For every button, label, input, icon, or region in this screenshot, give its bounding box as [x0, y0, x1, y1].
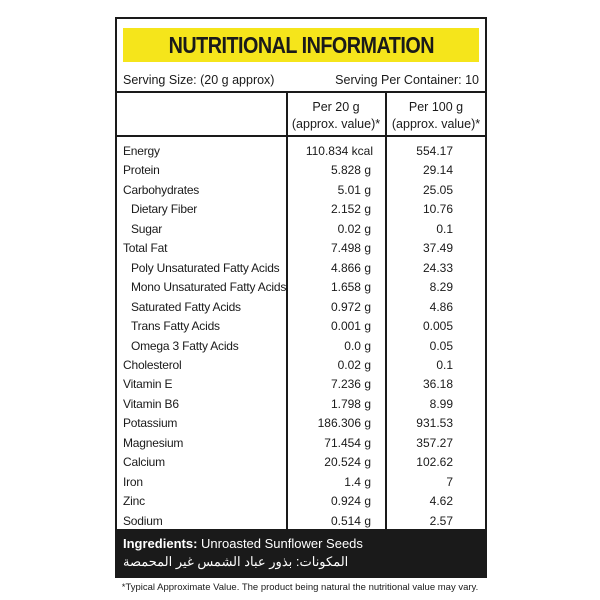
- nutrient-name: Iron: [123, 474, 143, 489]
- nutrient-name: Sodium: [123, 513, 163, 528]
- value-per20: 186.306 g: [317, 416, 371, 431]
- value-per20: 0.001 g: [330, 319, 371, 334]
- value-per100: 4.86: [429, 299, 453, 314]
- value-per100: 0.1: [436, 221, 453, 236]
- value-per100: 357.27: [416, 435, 453, 450]
- value-per100: 7: [446, 474, 453, 489]
- nutrient-name: Calcium: [123, 455, 165, 470]
- per20-line1: Per 20 g: [312, 100, 360, 114]
- table-row: [117, 511, 485, 531]
- value-per100: 0.1: [436, 357, 453, 372]
- value-per100: 29.14: [422, 163, 453, 178]
- table-row: [117, 297, 485, 317]
- value-per20: 0.924 g: [330, 494, 371, 509]
- table-row: [117, 180, 485, 200]
- table-row: [117, 277, 485, 297]
- table-row: [117, 433, 485, 453]
- value-per100: 8.29: [429, 280, 453, 295]
- value-per100: 931.53: [416, 416, 453, 431]
- ingredients-label: Ingredients:: [123, 536, 198, 551]
- value-per100: 0.005: [422, 319, 453, 334]
- table-row: [117, 238, 485, 258]
- nutrient-name: Omega 3 Fatty Acids: [131, 338, 239, 353]
- value-per100: 2.57: [429, 513, 453, 528]
- nutrient-name: Vitamin E: [123, 377, 173, 392]
- value-per20: 0.02 g: [337, 357, 371, 372]
- table-row: [117, 452, 485, 472]
- nutrient-name: Vitamin B6: [123, 396, 179, 411]
- value-per100: 37.49: [422, 241, 453, 256]
- table-row: [117, 316, 485, 336]
- nutrient-name: Energy: [123, 144, 160, 158]
- value-per20: 0.972 g: [330, 299, 371, 314]
- nutrient-name: Dietary Fiber: [131, 202, 198, 217]
- serving-size: Serving Size: (20 g approx): [123, 73, 275, 87]
- nutrient-name: Protein: [123, 163, 160, 178]
- value-per20: 0.02 g: [337, 221, 371, 236]
- ingredients-box: [117, 529, 485, 576]
- value-per100: 24.33: [422, 260, 453, 275]
- nutrient-name: Total Fat: [123, 241, 168, 256]
- table-row: [117, 258, 485, 278]
- title-banner: [123, 28, 479, 62]
- value-per20: 7.236 g: [330, 377, 371, 392]
- value-per100: 0.05: [429, 338, 453, 353]
- footnote: *Typical Approximate Value. The product being natural the nutritional value may vary.: [121, 582, 479, 593]
- value-per20: 110.834 kcal: [305, 144, 373, 158]
- nutrient-name: Magnesium: [123, 435, 184, 450]
- value-per20: 1.658 g: [330, 280, 371, 295]
- ingredients-line: [123, 536, 363, 551]
- per100-line2: (approx. value)*: [391, 117, 481, 131]
- label-title: NUTRITIONAL INFORMATION: [168, 31, 434, 58]
- ingredients-arabic: المكونات: بذور عباد الشمس غير المحمصة: [123, 554, 349, 569]
- value-per20: 5.828 g: [330, 163, 371, 178]
- column-header-per20: [287, 99, 385, 133]
- nutrient-name: Cholesterol: [123, 357, 182, 372]
- nutrient-name: Trans Fatty Acids: [131, 319, 220, 334]
- serving-info: [123, 73, 479, 87]
- value-per100: 8.99: [429, 396, 453, 411]
- table-row: [117, 355, 485, 375]
- value-per100: 4.62: [429, 494, 453, 509]
- value-per100: 10.76: [422, 202, 453, 217]
- nutrient-name: Sugar: [131, 221, 163, 236]
- value-per20: 4.866 g: [330, 260, 371, 275]
- per20-line2: (approx. value)*: [291, 117, 381, 131]
- column-header-per100: [387, 99, 485, 133]
- column-header-divider: [117, 135, 485, 137]
- serving-per-container: Serving Per Container: 10: [335, 73, 479, 87]
- value-per20: 0.0 g: [344, 338, 371, 353]
- value-per100: 25.05: [422, 182, 453, 197]
- ingredients-value: Unroasted Sunflower Seeds: [201, 536, 363, 551]
- table-row: [117, 491, 485, 511]
- table-row: [117, 141, 485, 161]
- value-per20: 5.01 g: [337, 182, 371, 197]
- value-per100: 554.17: [416, 144, 453, 158]
- value-per20: 1.798 g: [330, 396, 371, 411]
- value-per100: 102.62: [416, 455, 453, 470]
- header-divider: [117, 91, 485, 93]
- value-per20: 71.454 g: [324, 435, 371, 450]
- nutrient-name: Poly Unsaturated Fatty Acids: [131, 260, 280, 275]
- table-row: [117, 394, 485, 414]
- nutrient-name: Zinc: [123, 494, 145, 509]
- nutrient-name: Potassium: [123, 416, 178, 431]
- table-row: [117, 374, 485, 394]
- value-per20: 20.524 g: [324, 455, 371, 470]
- table-row: [117, 336, 485, 356]
- table-row: [117, 472, 485, 492]
- nutrition-label: [115, 17, 487, 578]
- table-row: [117, 160, 485, 180]
- nutrient-name: Carbohydrates: [123, 182, 200, 197]
- per100-line1: Per 100 g: [408, 100, 464, 114]
- nutrient-name: Saturated Fatty Acids: [131, 299, 241, 314]
- value-per20: 7.498 g: [330, 241, 371, 256]
- value-per100: 36.18: [422, 377, 453, 392]
- table-row: [117, 199, 485, 219]
- value-per20: 2.152 g: [330, 202, 371, 217]
- table-row: [117, 413, 485, 433]
- nutrient-name: Mono Unsaturated Fatty Acids: [131, 280, 287, 295]
- table-row: [117, 219, 485, 239]
- value-per20: 0.514 g: [330, 513, 371, 528]
- value-per20: 1.4 g: [344, 474, 371, 489]
